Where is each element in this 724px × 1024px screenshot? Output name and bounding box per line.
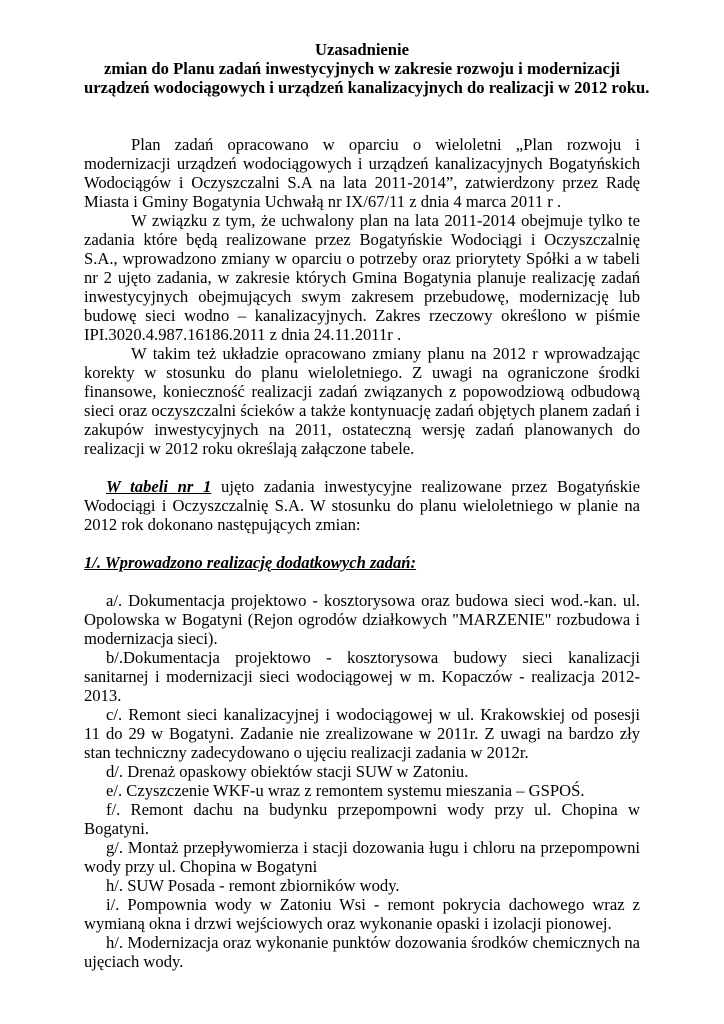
title-line-1: Uzasadnienie xyxy=(314,40,410,59)
list-item: h/. SUW Posada - remont zbiorników wody. xyxy=(106,876,400,895)
section-heading-text: 1/. Wprowadzono realizację dodatkowych zadań: xyxy=(84,553,417,572)
list-item: e/. Czyszczenie WKF-u wraz z remontem systemu mieszania – GSPOŚ. xyxy=(106,781,585,800)
table1-paragraph xyxy=(84,477,640,534)
list-item: g/. Montaż przepływomierza i stacji dozowania ługu i chloru na przepompowni wody przy ul. Chopina w Bogatyni xyxy=(84,838,640,876)
document-page xyxy=(84,40,650,971)
document-title xyxy=(84,40,650,97)
list-item: h/. Modernizacja oraz wykonanie punktów dozowania środków chemicznych na ujęciach wody. xyxy=(84,933,640,971)
intro-paragraph-1: Plan zadań opracowano w oparciu o wieloletni „Plan rozwoju i modernizacji urządzeń wodociągowych i urządzeń kanalizacyjnych Bogatyńskich Wodociągów i Oczyszczalni S.A na lata 2011-2014”, zatwierdzony przez Radę Miasta i Gminy Bogatynia Uchwałą nr IX/67/11 z dnia 4 marca 2011 r . xyxy=(84,135,640,211)
title-line-2: zmian do Planu zadań inwestycyjnych w zakresie rozwoju i modernizacji xyxy=(103,59,621,78)
table1-text: ujęto zadania inwestycyjne realizowane przez Bogatyńskie Wodociągi i Oczyszczalnię S.A. W stosunku do planu wieloletniego w planie na 2012 rok dokonano następujących zmian: xyxy=(84,477,640,534)
list-item: d/. Drenaż opaskowy obiektów stacji SUW w Zatoniu. xyxy=(106,762,469,781)
intro-paragraph-3: W takim też układzie opracowano zmiany planu na 2012 r wprowadzając korekty w stosunku do planu wieloletniego. Z uwagi na ograniczone środki finansowe, konieczność realizacji zadań związanych z popowodziową odbudową sieci oraz oczyszczalni ścieków a także kontynuację zadań objętych planem zadań i zakupów inwestycyjnych na 2011, ostateczną wersję zadań planowanych do realizacji w 2012 roku określają załączone tabele. xyxy=(84,344,640,458)
list-item: c/. Remont sieci kanalizacyjnej i wodociągowej w ul. Krakowskiej od posesji 11 do 29 w Bogatyni. Zadanie nie zrealizowane w 2011r. Z uwagi na bardzo zły stan techniczny zadecydowano o ujęciu realizacji zadania w 2012r. xyxy=(84,705,640,762)
intro-paragraph-2: W związku z tym, że uchwalony plan na lata 2011-2014 obejmuje tylko te zadania które będą realizowane przez Bogatyńskie Wodociągi i Oczyszczalnię S.A., wprowadzono zmiany w oparciu o potrzeby oraz priorytety Spółki a w tabeli nr 2 ujęto zadania, w zakresie których Gmina Bogatynia planuje realizację zadań inwestycyjnych obejmujących swym zakresem przebudowę, modernizację lub budowę sieci wodno – kanalizacyjnych. Zakres rzeczowy określono w piśmie IPI.3020.4.987.16186.2011 z dnia 24.11.2011r . xyxy=(84,211,640,344)
list-item: b/.Dokumentacja projektowo - kosztorysowa budowy sieci kanalizacji sanitarnej i modernizacji sieci wodociągowej w m. Kopaczów - realizacja 2012-2013. xyxy=(84,648,640,705)
title-line-3: urządzeń wodociągowych i urządzeń kanalizacyjnych do realizacji w 2012 roku. xyxy=(84,78,650,97)
list-item: f/. Remont dachu na budynku przepompowni wody przy ul. Chopina w Bogatyni. xyxy=(84,800,640,838)
section-heading xyxy=(84,553,640,572)
list-item: i/. Pompownia wody w Zatoniu Wsi - remont pokrycia dachowego wraz z wymianą okna i drzwi wejściowych oraz wykonanie opaski i izolacji pionowej. xyxy=(84,895,640,933)
list-item: a/. Dokumentacja projektowo - kosztorysowa oraz budowa sieci wod.-kan. ul. Opolowska w Bogatyni (Rejon ogrodów działkowych "MARZENIE" rozbudowa i modernizacja sieci). xyxy=(84,591,640,648)
table1-reference: W tabeli nr 1 xyxy=(106,477,212,496)
